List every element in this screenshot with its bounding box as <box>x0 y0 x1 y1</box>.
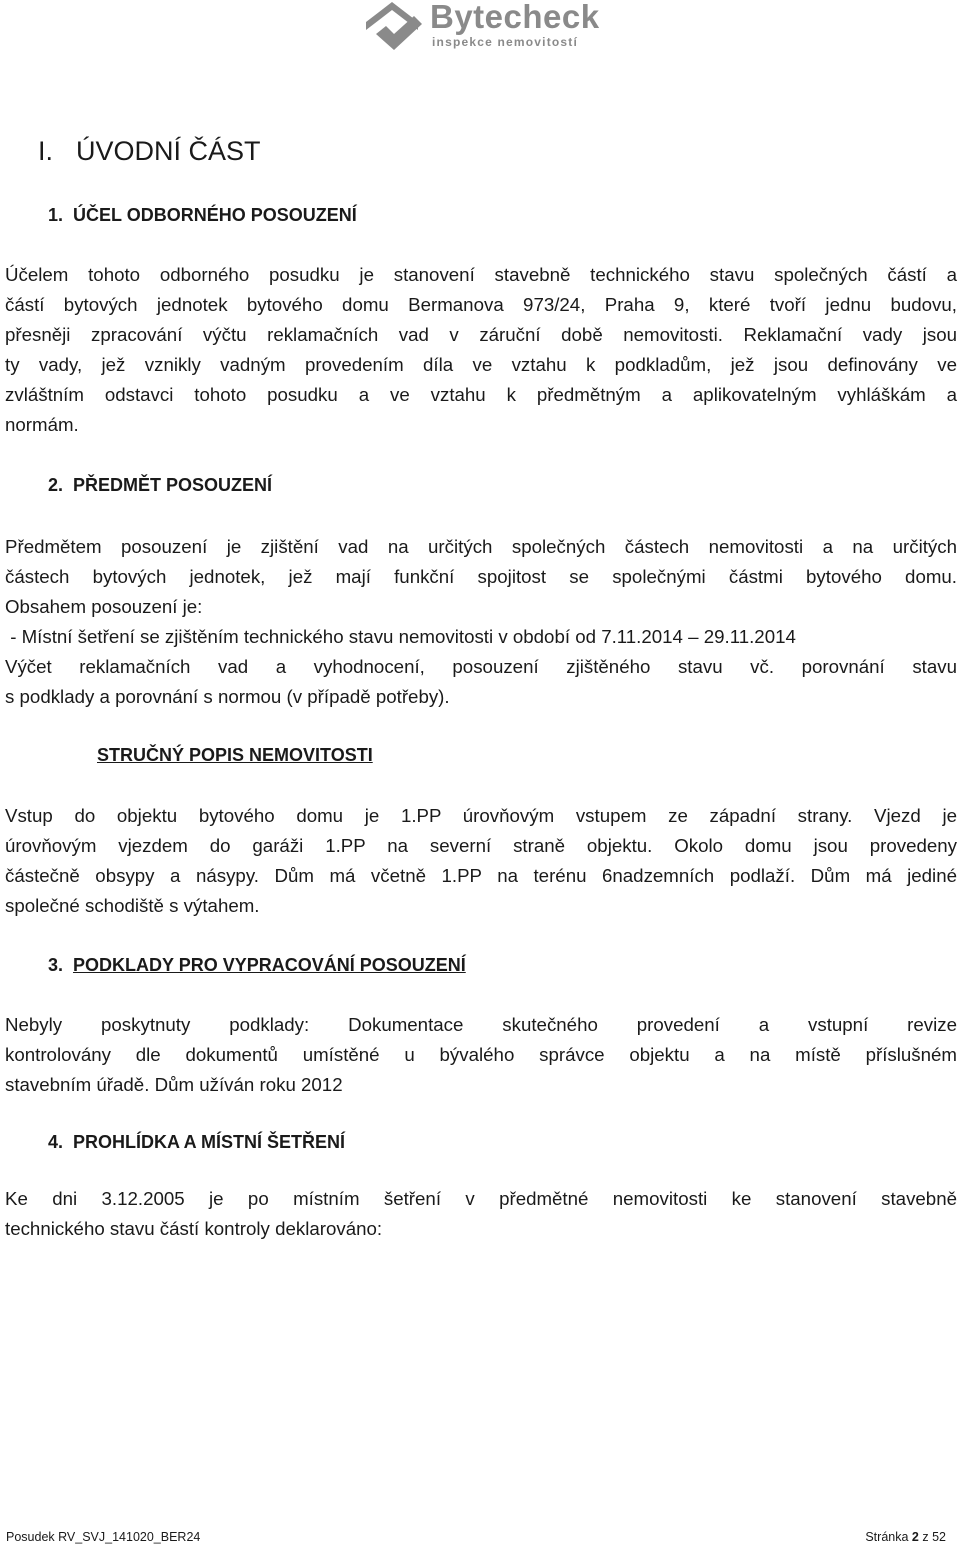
footer-page-number <box>865 1530 946 1544</box>
section-2-number: 2. <box>48 475 64 495</box>
brand-tagline: inspekce nemovitostí <box>432 35 579 49</box>
paragraph-line: stavebním úřadě. Dům užíván roku 2012 <box>5 1074 343 1095</box>
paragraph-line: společné schodiště s výtahem. <box>5 895 260 916</box>
property-description-paragraph <box>5 801 957 921</box>
paragraph-line: Ke dni 3.12.2005 je po místním šetření v předmětné nemovitosti ke stanovení stavebně <box>5 1188 957 1209</box>
paragraph-line: Předmětem posouzení je zjištění vad na určitých společných částech nemovitosti a na určitých <box>5 536 957 557</box>
page-label: Stránka <box>865 1530 909 1544</box>
page-title <box>38 136 261 167</box>
section-3-number: 3. <box>48 955 64 975</box>
logo-house-check-icon <box>362 0 428 50</box>
page-separator: z <box>922 1530 929 1544</box>
paragraph-line: Výčet reklamačních vad a vyhodnocení, posouzení zjištěného stavu vč. porovnání stavu <box>5 656 957 677</box>
title-number: I. <box>38 136 54 166</box>
section-3-title: PODKLADY PRO VYPRACOVÁNÍ POSOUZENÍ <box>73 955 466 975</box>
section-4-number: 4. <box>48 1132 64 1152</box>
paragraph-line: přesněji zpracování výčtu reklamačních vad v záruční době nemovitosti. Reklamační vady jsou <box>5 324 957 345</box>
paragraph-line: technického stavu částí kontroly deklarováno: <box>5 1218 383 1239</box>
section-4-paragraph <box>5 1184 957 1244</box>
section-1-paragraph <box>5 260 957 440</box>
footer-document-id: Posudek RV_SVJ_141020_BER24 <box>6 1530 201 1544</box>
paragraph-line: úrovňovým vjezdem do garáži 1.PP na severní straně objektu. Okolo domu jsou provedeny <box>5 835 957 856</box>
section-4-title: PROHLÍDKA A MÍSTNÍ ŠETŘENÍ <box>73 1132 346 1152</box>
paragraph-line: kontrolovány dle dokumentů umístěné u bývalého správce objektu a na místě příslušném <box>5 1044 957 1065</box>
paragraph-line: - Místní šetření se zjištěním technického stavu nemovitosti v období od 7.11.2014 – 29.11.2014 <box>5 626 796 647</box>
paragraph-line: ty vady, jež vznikly vadným provedením díla ve vztahu k podkladům, jež jsou definovány ve <box>5 354 957 375</box>
paragraph-line: zvláštním odstavci tohoto posudku a ve vztahu k předmětným a aplikovatelným vyhláškám a <box>5 384 957 405</box>
paragraph-line: Nebyly poskytnuty podklady: Dokumentace skutečného provedení a vstupní revize <box>5 1014 957 1035</box>
section-1-heading <box>48 205 357 226</box>
section-1-title: ÚČEL ODBORNÉHO POSOUZENÍ <box>73 205 357 225</box>
paragraph-line: Účelem tohoto odborného posudku je stanovení stavebně technického stavu společných částí a <box>5 264 957 285</box>
paragraph-line: Vstup do objektu bytového domu je 1.PP úrovňovým vstupem ze západní strany. Vjezd je <box>5 805 957 826</box>
property-description-heading: STRUČNÝ POPIS NEMOVITOSTI <box>97 745 373 765</box>
page-current: 2 <box>911 1530 919 1544</box>
paragraph-line: částí bytových jednotek bytového domu Bermanova 973/24, Praha 9, které tvoří jednu budovu, <box>5 294 957 315</box>
section-3-paragraph <box>5 1010 957 1100</box>
paragraph-line: Obsahem posouzení je: <box>5 596 203 617</box>
section-2-heading <box>48 475 272 496</box>
section-2-paragraph <box>5 532 957 712</box>
page-total: 52 <box>932 1530 946 1544</box>
paragraph-line: částečně obsypy a násypy. Dům má včetně 1.PP na terénu 6nadzemních podlaží. Dům má jediné <box>5 865 957 886</box>
brand-name: Bytecheck <box>430 0 600 35</box>
title-text: ÚVODNÍ ČÁST <box>76 136 261 166</box>
section-4-heading <box>48 1132 345 1153</box>
paragraph-line: normám. <box>5 414 79 435</box>
section-3-heading <box>48 955 466 976</box>
paragraph-line: s podklady a porovnání s normou (v případě potřeby). <box>5 686 450 707</box>
section-2-title: PŘEDMĚT POSOUZENÍ <box>73 475 273 495</box>
section-1-number: 1. <box>48 205 64 225</box>
company-logo <box>362 0 602 54</box>
paragraph-line: částech bytových jednotek, jež mají funkční spojitost se společnými částmi bytového domu. <box>5 566 957 587</box>
